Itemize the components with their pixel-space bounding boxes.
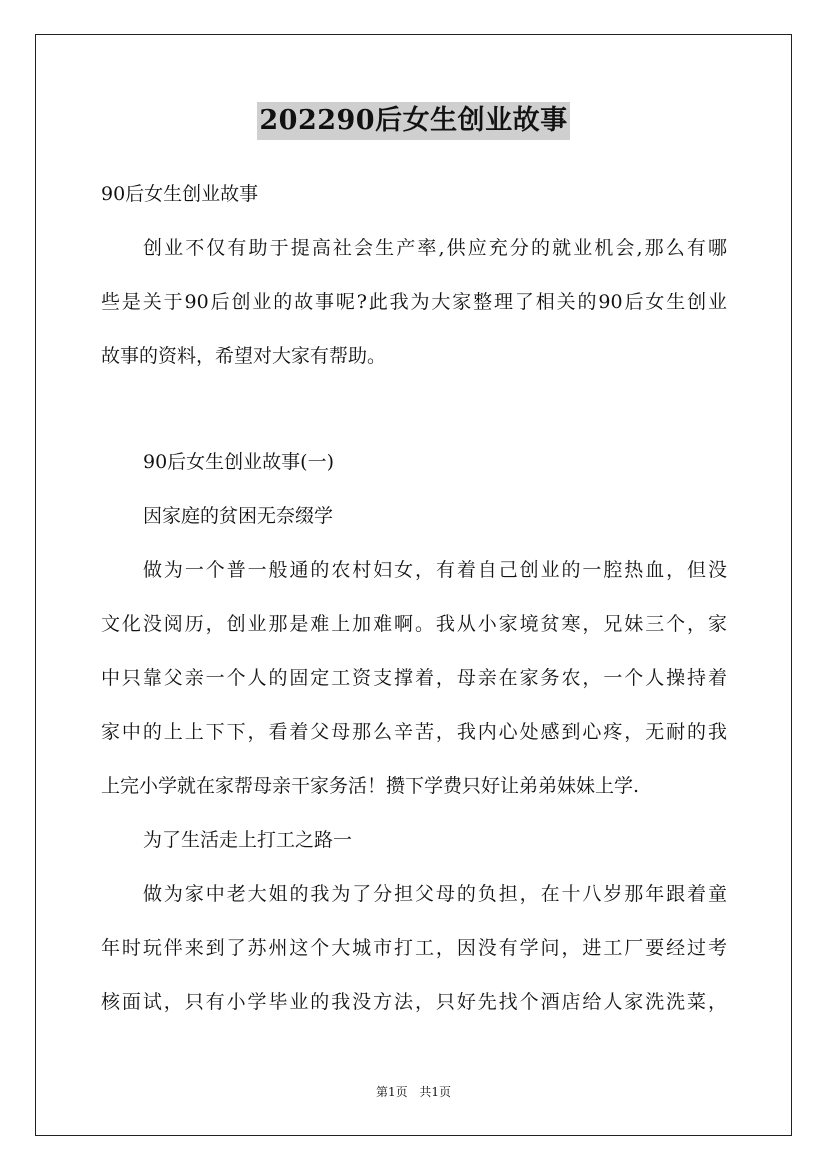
section-heading: 90后女生创业故事(一) <box>143 451 335 473</box>
document-subtitle: 90后女生创业故事 <box>101 183 259 205</box>
paragraph-line: 核面试，只有小学毕业的我没方法，只好先找个酒店给人家洗洗菜， <box>101 991 727 1013</box>
paragraph-line: 做为家中老大姐的我为了分担父母的负担，在十八岁那年跟着童 <box>143 883 727 905</box>
paragraph-line: 年时玩伴来到了苏州这个大城市打工，因没有学问，进工厂要经过考 <box>101 937 727 959</box>
intro-line: 创业不仅有助于提高社会生产率,供应充分的就业机会,那么有哪 <box>143 237 727 259</box>
page-total: 共1页 <box>419 1085 452 1099</box>
paragraph-line: 家中的上上下下，看着父母那么辛苦，我内心处感到心疼，无耐的我 <box>101 721 727 743</box>
page-number: 第1页 <box>375 1085 408 1099</box>
page-footer <box>0 1083 827 1100</box>
paragraph-line: 做为一个普一般通的农村妇女，有着自己创业的一腔热血，但没 <box>143 559 727 581</box>
paragraph-gap <box>101 392 727 444</box>
paragraph-line: 文化没阅历，创业那是难上加难啊。我从小家境贫寒，兄妹三个，家 <box>101 613 727 635</box>
intro-line: 些是关于90后创业的故事呢?此我为大家整理了相关的90后女生创业 <box>101 291 727 313</box>
paragraph-line: 中只靠父亲一个人的固定工资支撑着，母亲在家务农，一个人操持着 <box>101 667 727 689</box>
intro-line: 故事的资料，希望对大家有帮助。 <box>101 345 387 367</box>
title-container <box>0 102 827 140</box>
document-title: 202290后女生创业故事 <box>257 102 569 140</box>
paragraph-line: 上完小学就在家帮母亲干家务活！攒下学费只好让弟弟妹妹上学. <box>101 775 640 797</box>
document-body <box>101 176 727 1038</box>
section-subheading: 因家庭的贫困无奈缀学 <box>143 505 334 527</box>
section-subheading: 为了生活走上打工之路一 <box>143 829 353 851</box>
